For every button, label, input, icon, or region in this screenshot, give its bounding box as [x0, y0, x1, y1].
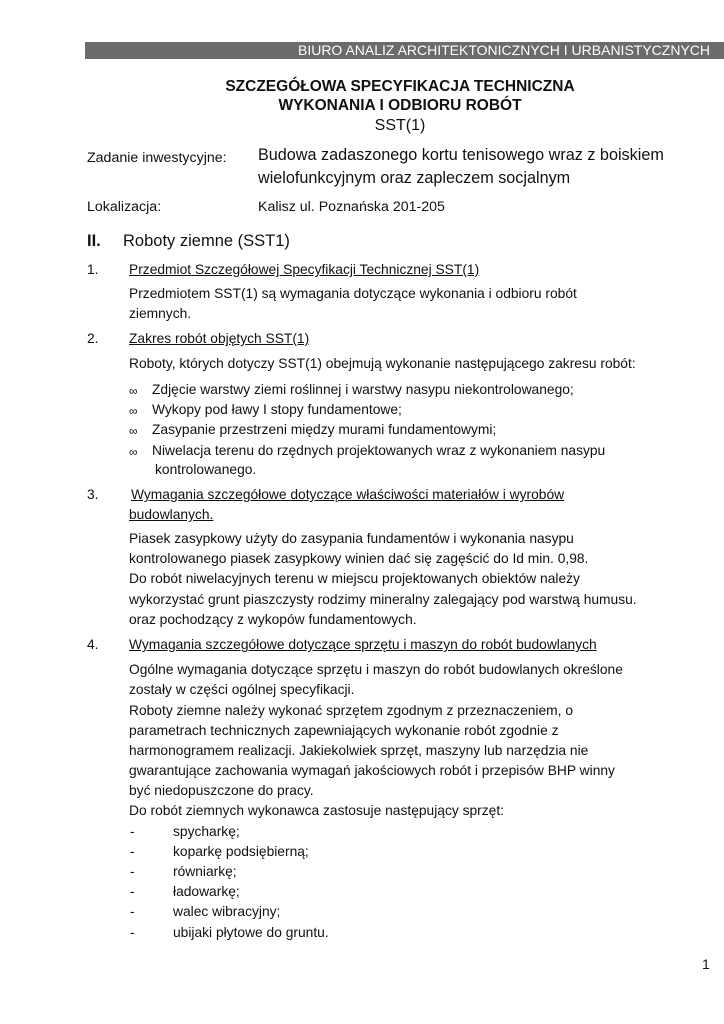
equipment-dash: - [130, 824, 135, 839]
task-label: Zadanie inwestycyjne: [87, 150, 227, 166]
doc-title-line1: SZCZEGÓŁOWA SPECYFIKACJA TECHNICZNA [225, 78, 575, 95]
equipment-item-5: walec wibracyjny; [173, 904, 281, 919]
location-value: Kalisz ul. Poznańska 201-205 [258, 199, 445, 215]
s3-heading-line2: budowlanych. [129, 507, 214, 522]
s3-text-line3: Do robót niwelacyjnych terenu w miejscu projektowanych obiektów należy [129, 571, 580, 586]
s4-para2-line1: Roboty ziemne należy wykonać sprzętem zgodnym z przeznaczeniem, o [129, 703, 573, 718]
s4-para2-line5: być niedopuszczone do pracy. [129, 783, 314, 798]
equipment-dash: - [130, 925, 135, 940]
s2-bullet-4-line1: Niwelacja terenu do rzędnych projektowanych wraz z wykonaniem nasypu [152, 443, 606, 458]
s3-number: 3. [87, 487, 99, 502]
section-number: II. [87, 232, 101, 250]
task-value-line1: Budowa zadaszonego kortu tenisowego wraz z boiskiem [258, 146, 664, 164]
equipment-dash: - [130, 864, 135, 879]
s3-heading-line1: Wymagania szczegółowe dotyczące właściwości materiałów i wyrobów [131, 487, 565, 502]
doc-title-code: SST(1) [374, 117, 426, 134]
bullet-icon: ∞ [129, 404, 138, 418]
equipment-item-4: ładowarkę; [173, 884, 240, 899]
bullet-icon: ∞ [129, 424, 138, 438]
s3-text-line1: Piasek zasypkowy użyty do zasypania fundamentów i wykonania nasypu [129, 531, 574, 546]
s4-para3: Do robót ziemnych wykonawca zastosuje następujący sprzęt: [129, 803, 504, 818]
s2-bullet-1: Zdjęcie warstwy ziemi roślinnej i warstwy nasypu niekontrolowanego; [152, 382, 574, 397]
doc-title-line2: WYKONANIA I ODBIORU ROBÓT [278, 97, 522, 114]
s1-number: 1. [87, 262, 99, 277]
equipment-dash: - [130, 904, 135, 919]
equipment-dash: - [130, 844, 135, 859]
s2-bullet-4-line2: kontrolowanego. [155, 462, 257, 477]
s4-para2-line4: gwarantujące zachowania wymagań jakościowych robót i przepisów BHP winny [129, 763, 615, 778]
equipment-item-2: koparkę podsiębierną; [173, 844, 309, 859]
s3-text-line2: kontrolowanego piasek zasypkowy winien dać się zagęścić do Id min. 0,98. [129, 551, 589, 566]
equipment-dash: - [130, 884, 135, 899]
equipment-item-1: spycharkę; [173, 824, 240, 839]
s1-text-line2: ziemnych. [129, 306, 192, 321]
bullet-icon: ∞ [129, 384, 138, 398]
s2-intro: Roboty, których dotyczy SST(1) obejmują wykonanie następującego zakresu robót: [129, 356, 636, 371]
s1-text-line1: Przedmiotem SST(1) są wymagania dotyczące wykonania i odbioru robót [129, 286, 577, 301]
s4-number: 4. [87, 637, 99, 652]
header-banner-text: BIURO ANALIZ ARCHITEKTONICZNYCH I URBANISTYCZNYCH [297, 42, 710, 58]
bullet-icon: ∞ [129, 445, 138, 459]
equipment-item-3: równiarkę; [173, 864, 237, 879]
s2-number: 2. [87, 331, 99, 346]
task-value-line2: wielofunkcyjnym oraz zapleczem socjalnym [258, 169, 571, 187]
s2-heading: Zakres robót objętych SST(1) [129, 331, 310, 346]
s3-text-line5: oraz pochodzący z wykopów fundamentowych. [129, 612, 417, 627]
s4-para1-line2: zostały w części ogólnej specyfikacji. [129, 682, 355, 697]
header-banner [85, 42, 724, 59]
s3-text-line4: wykorzystać grunt piaszczysty rodzimy mineralny zalegający pod warstwą humusu. [129, 592, 637, 607]
section-title: Roboty ziemne (SST1) [123, 232, 290, 250]
s2-bullet-3: Zasypanie przestrzeni między murami fundamentowymi; [152, 422, 497, 437]
location-label: Lokalizacja: [87, 199, 162, 215]
s1-heading: Przedmiot Szczegółowej Specyfikacji Technicznej SST(1) [129, 262, 480, 277]
equipment-item-6: ubijaki płytowe do gruntu. [173, 925, 329, 940]
page-number: 1 [702, 956, 710, 972]
s4-heading: Wymagania szczegółowe dotyczące sprzętu i maszyn do robót budowlanych [129, 637, 597, 652]
s2-bullet-2: Wykopy pod ławy I stopy fundamentowe; [152, 402, 402, 417]
s4-para2-line2: parametrach technicznych zapewniających wykonanie robót zgodnie z [129, 723, 559, 738]
s4-para2-line3: harmonogramem realizacji. Jakiekolwiek sprzęt, maszyny lub narzędzia nie [129, 743, 589, 758]
s4-para1-line1: Ogólne wymagania dotyczące sprzętu i maszyn do robót budowlanych określone [129, 662, 623, 677]
